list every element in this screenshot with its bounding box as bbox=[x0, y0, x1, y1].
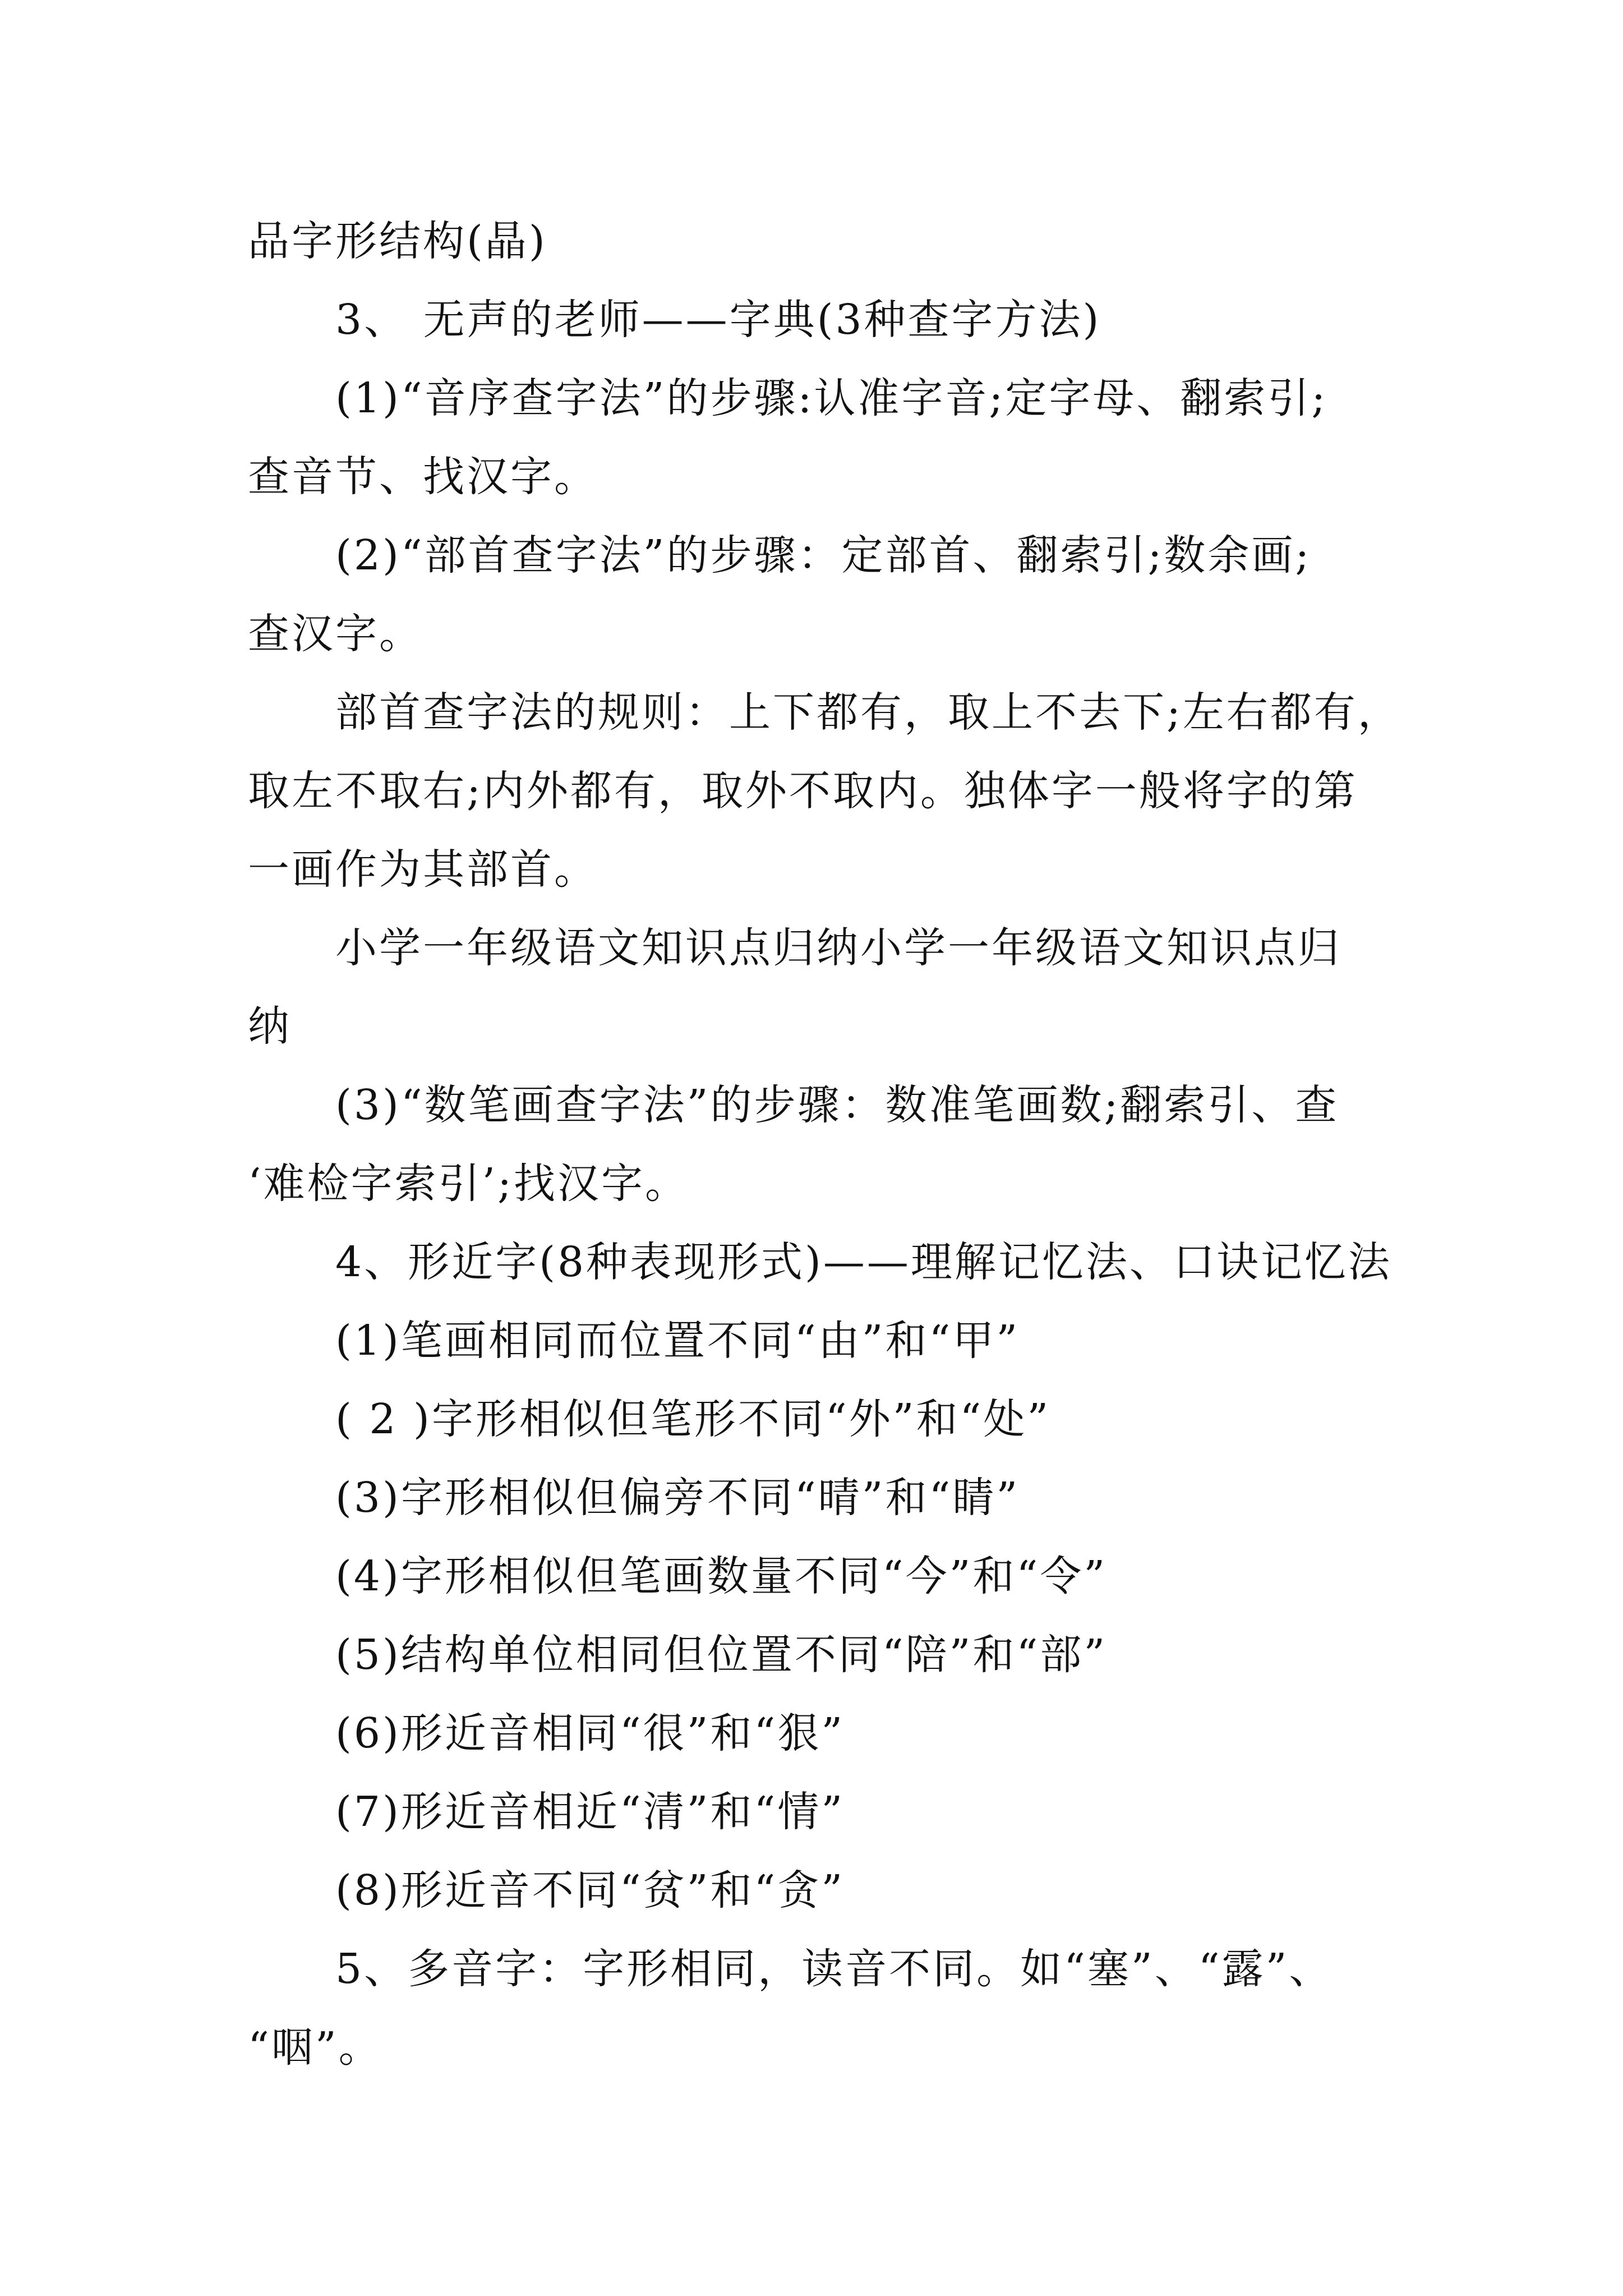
text-line-23: 5、多音字：字形相同，读音不同。如“塞”、“露”、 bbox=[335, 1945, 1333, 1993]
text-line-20: (6)形近音相同“很”和“狠” bbox=[335, 1709, 845, 1757]
text-line-22: (8)形近音不同“贫”和“贪” bbox=[335, 1866, 845, 1915]
text-line-10: 小学一年级语文知识点归纳小学一年级语文知识点归 bbox=[335, 924, 1341, 972]
text-line-16: ( 2 )字形相似但笔形不同“外”和“处” bbox=[335, 1395, 1051, 1443]
text-line-4: 查音节、找汉字。 bbox=[248, 453, 598, 501]
text-line-12: (3)“数笔画查字法”的步骤：数准笔画数;翻索引、查 bbox=[335, 1081, 1339, 1129]
text-line-17: (3)字形相似但偏旁不同“晴”和“睛” bbox=[335, 1474, 1020, 1522]
text-line-1: 品字形结构(晶) bbox=[248, 217, 547, 265]
text-line-24: “咽”。 bbox=[248, 2023, 382, 2072]
text-line-2: 3、 无声的老师——字典(3种查字方法) bbox=[335, 296, 1101, 344]
text-line-9: 一画作为其部首。 bbox=[248, 845, 598, 894]
text-line-8: 取左不取右;内外都有，取外不取内。独体字一般将字的第 bbox=[248, 767, 1358, 815]
text-line-3: (1)“音序查字法”的步骤:认准字音;定字母、翻索引; bbox=[335, 374, 1328, 422]
text-line-5: (2)“部首查字法”的步骤：定部首、翻索引;数余画; bbox=[335, 531, 1312, 579]
text-line-15: (1)笔画相同而位置不同“由”和“甲” bbox=[335, 1317, 1020, 1365]
text-line-14: 4、形近字(8种表现形式)——理解记忆法、口诀记忆法 bbox=[335, 1238, 1392, 1286]
text-line-6: 查汉字。 bbox=[248, 610, 423, 658]
text-line-7: 部首查字法的规则：上下都有，取上不去下;左右都有， bbox=[335, 688, 1401, 737]
text-line-19: (5)结构单位相同但位置不同“陪”和“部” bbox=[335, 1631, 1108, 1679]
text-line-21: (7)形近音相近“清”和“情” bbox=[335, 1788, 845, 1836]
text-line-11: 纳 bbox=[248, 1002, 292, 1051]
text-line-13: ‘难检字索引’;找汉字。 bbox=[248, 1159, 689, 1208]
text-line-18: (4)字形相似但笔画数量不同“今”和“令” bbox=[335, 1552, 1108, 1600]
